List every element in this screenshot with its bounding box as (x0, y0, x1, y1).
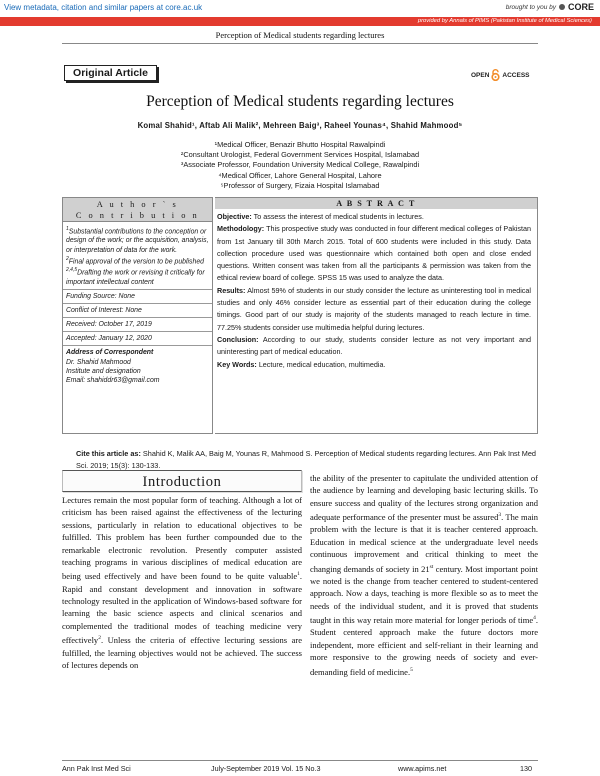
objective-label: Objective: (217, 212, 252, 221)
methodology-label: Methodology: (217, 224, 265, 234)
abstract-conclusion (217, 334, 531, 359)
contribution-heading-line1: A u t h o r ` s (96, 200, 179, 209)
abstract-heading: A B S T R A C T (215, 198, 537, 209)
abstract-body (215, 209, 537, 371)
citation-text: Shahid K, Malik AA, Baig M, Younas R, Mahmood S. Perception of Medical students regarding lectures. Ann Pak Inst Med Sci. 2019; 15(3): 130-133. (76, 449, 536, 470)
contribution-item-2-sup: 2 (66, 255, 69, 262)
contribution-item-3-sup: 2,4,5 (66, 267, 78, 274)
article-title: Perception of Medical students regarding lectures (146, 93, 454, 110)
footer-journal: Ann Pak Inst Med Sci (62, 764, 131, 773)
core-metadata-link[interactable]: View metadata, citation and similar papers at core.ac.uk (4, 3, 203, 12)
contribution-divider (63, 345, 212, 346)
affiliation-2: ²Consultant Urologist, Federal Government Services Hospital, Islamabad (180, 150, 420, 160)
contribution-item-1 (66, 225, 209, 255)
provider-bar (0, 17, 600, 26)
reference-3[interactable]: 3 (498, 512, 502, 519)
contribution-item-1-sup: 1 (66, 226, 69, 232)
correspondent-label: Address of Correspondent (66, 349, 154, 357)
introduction-heading: Introduction (142, 474, 222, 490)
brought-to-you-text: brought to you by (505, 3, 556, 11)
core-banner (0, 0, 600, 16)
intro-text-d: the ability of the presenter to capitulate the undivided attention of the audience by learning and developing basic lecturing skills. To ensure success and quality of the lectures strong organization and adequate performance of the presenter must be assured (310, 473, 538, 523)
running-head: Perception of Medical students regarding lectures (215, 30, 385, 40)
affiliation-1: ¹Medical Officer, Benazir Bhutto Hospital Rawalpindi (214, 140, 386, 149)
methodology-text: This prospective study was conducted in four different medical colleges of Pakistan from 1st January till 30th March 2015. Total of 600 students were included in this study. Data collection procedure used was questionnaire which contained both open and close ended questions. Written consent was taken from all the participants & permission was taken from the ethical review board of college. SPSS 15 was used to analyze the data. (217, 224, 531, 283)
abstract-box (215, 197, 538, 434)
intro-text-f: century. Most important point we noted is the change from teacher centered to student-centered approach. Now a days, teaching is more flexible so as to meet the needs of the individual student, and it is proved that students taught in this way retain more material for longer periods of time (310, 563, 538, 625)
intro-text-c: . Unless the criteria of effective lecturing sessions are fulfilled, the learning objectives would not be achieved. The success of lectures depends on (62, 635, 302, 670)
core-logo-icon (559, 4, 565, 10)
contribution-item-2-text: Final approval of the version to be published (68, 258, 204, 266)
objective-text: To assess the interest of medical students in lectures. (253, 212, 424, 221)
contribution-divider (63, 317, 212, 318)
contribution-divider (63, 331, 212, 332)
article-type-label: Original Article (64, 65, 157, 81)
ordinal-suffix: st (429, 563, 434, 570)
core-logo-text: CORE (567, 2, 594, 12)
contribution-body (63, 222, 212, 385)
funding-source: Funding Source: None (66, 292, 135, 300)
authors-contribution-box (62, 197, 213, 434)
provider-text: provided by Annals of PIMS (Pakistan Institute of Medical Sciences) (417, 18, 592, 24)
footer-page-number: 130 (520, 764, 532, 773)
open-access-lock-icon (491, 69, 500, 81)
citation-label: Cite this article as: (76, 449, 141, 458)
intro-text-b: . Rapid and constant development and innovation in software technology resulted in the application of Windows-based software for learning the basic science aspects and clinical scenarios and complemented the traditional modes of teaching medicine very effectively (62, 571, 302, 646)
introduction-heading-box (62, 470, 302, 492)
contribution-heading-line2: C o n t r i b u t i o n (75, 211, 200, 220)
accepted-date: Accepted: January 12, 2020 (66, 335, 152, 343)
affiliation-3: ³Associate Professor, Foundation University Medical College, Rawalpindi (180, 160, 420, 170)
results-label: Results: (217, 285, 246, 295)
intro-text-e: . The main problem with the lecture is that it is teacher centered approach. Education in medical science at the undergraduate level needs continuous improvement and critical thinking to meet the changing demands of society in 21 (310, 512, 538, 574)
abstract-keywords (217, 359, 531, 371)
open-access-badge (471, 69, 530, 81)
contribution-divider (63, 303, 212, 304)
reference-5[interactable]: 5 (410, 666, 413, 673)
intro-text-g: . Student centered approach make the future doctors more independent, more efficient and self-reliant in their learning and more responsive to the growing needs of society and ever-demanding field of medicine. (310, 614, 538, 677)
correspondent-name: Dr. Shahid Mahmood (66, 358, 131, 366)
contribution-item-2 (66, 255, 209, 266)
footer-divider (62, 760, 538, 761)
contribution-item-3 (66, 266, 209, 287)
affiliation-5: ⁵Professor of Surgery, Fizaia Hospital Islamabad (220, 180, 380, 190)
open-access-word-2: ACCESS (502, 71, 530, 79)
contribution-divider (63, 289, 212, 290)
reference-1[interactable]: 1 (297, 571, 300, 578)
reference-2[interactable]: 2 (98, 635, 101, 642)
abstract-objective (217, 211, 531, 223)
reference-4[interactable]: 4 (533, 615, 536, 622)
footer-website[interactable]: www.apims.net (398, 764, 447, 773)
core-branding[interactable] (506, 2, 594, 12)
footer-issue: July-September 2019 Vol. 15 No.3 (211, 764, 321, 773)
conclusion-text: According to our study, students consider lecture as not very important and uninteresting part of medical education. (217, 334, 531, 357)
conflict-of-interest: Conflict of Interest: None (66, 306, 142, 314)
abstract-results (217, 285, 531, 334)
received-date: Received: October 17, 2019 (66, 321, 152, 329)
keywords-label: Key Words: (217, 359, 257, 369)
intro-text-a: Lectures remain the most popular form of teaching. Although a lot of criticism has been raised against the effectiveness of the lecturing sessions, particularly in relation to educational objectives to be fulfilled. This problem has been further compounded due to the remarkable electronic revolution. Presently computer assisted teaching programs in various disciplines of medical education are being used effectively and have been found to be quite valuable (62, 495, 302, 582)
introduction-right-column (310, 472, 538, 678)
contribution-item-1-text: Substantial contributions to the conception or design of the work; or the acquisition, analysis, or interpretation of data for the work. (66, 228, 209, 254)
introduction-left-column (62, 494, 302, 671)
correspondent-institute: Institute and designation (66, 367, 141, 375)
contribution-heading (63, 198, 212, 222)
results-text: Almost 59% of students in our study consider the lecture as uninteresting tool in medical studies and only 46% consider lecture as essential part of their education during the college timings. Good part of our study is majority of the students managed to reach lecture in time. 77.25% students consider use multimedia helpful during lectures. (217, 285, 531, 332)
affiliation-list (0, 140, 600, 191)
citation (76, 448, 546, 472)
open-access-word-1: OPEN (471, 71, 490, 79)
author-list: Komal Shahid¹, Aftab Ali Malik², Mehreen Baig³, Raheel Younas⁴, Shahid Mahmood⁵ (137, 121, 463, 130)
abstract-methodology (217, 223, 531, 284)
keywords-text: Lecture, medical education, multimedia. (258, 359, 386, 369)
affiliation-4: ⁴Medical Officer, Lahore General Hospital, Lahore (218, 170, 382, 180)
header-divider (62, 43, 538, 44)
contribution-item-3-text: Drafting the work or revising it critically for important intellectual content (66, 269, 205, 286)
correspondent-email[interactable]: Email: shahiddr63@gmail.com (66, 376, 160, 384)
conclusion-label: Conclusion: (217, 334, 259, 344)
